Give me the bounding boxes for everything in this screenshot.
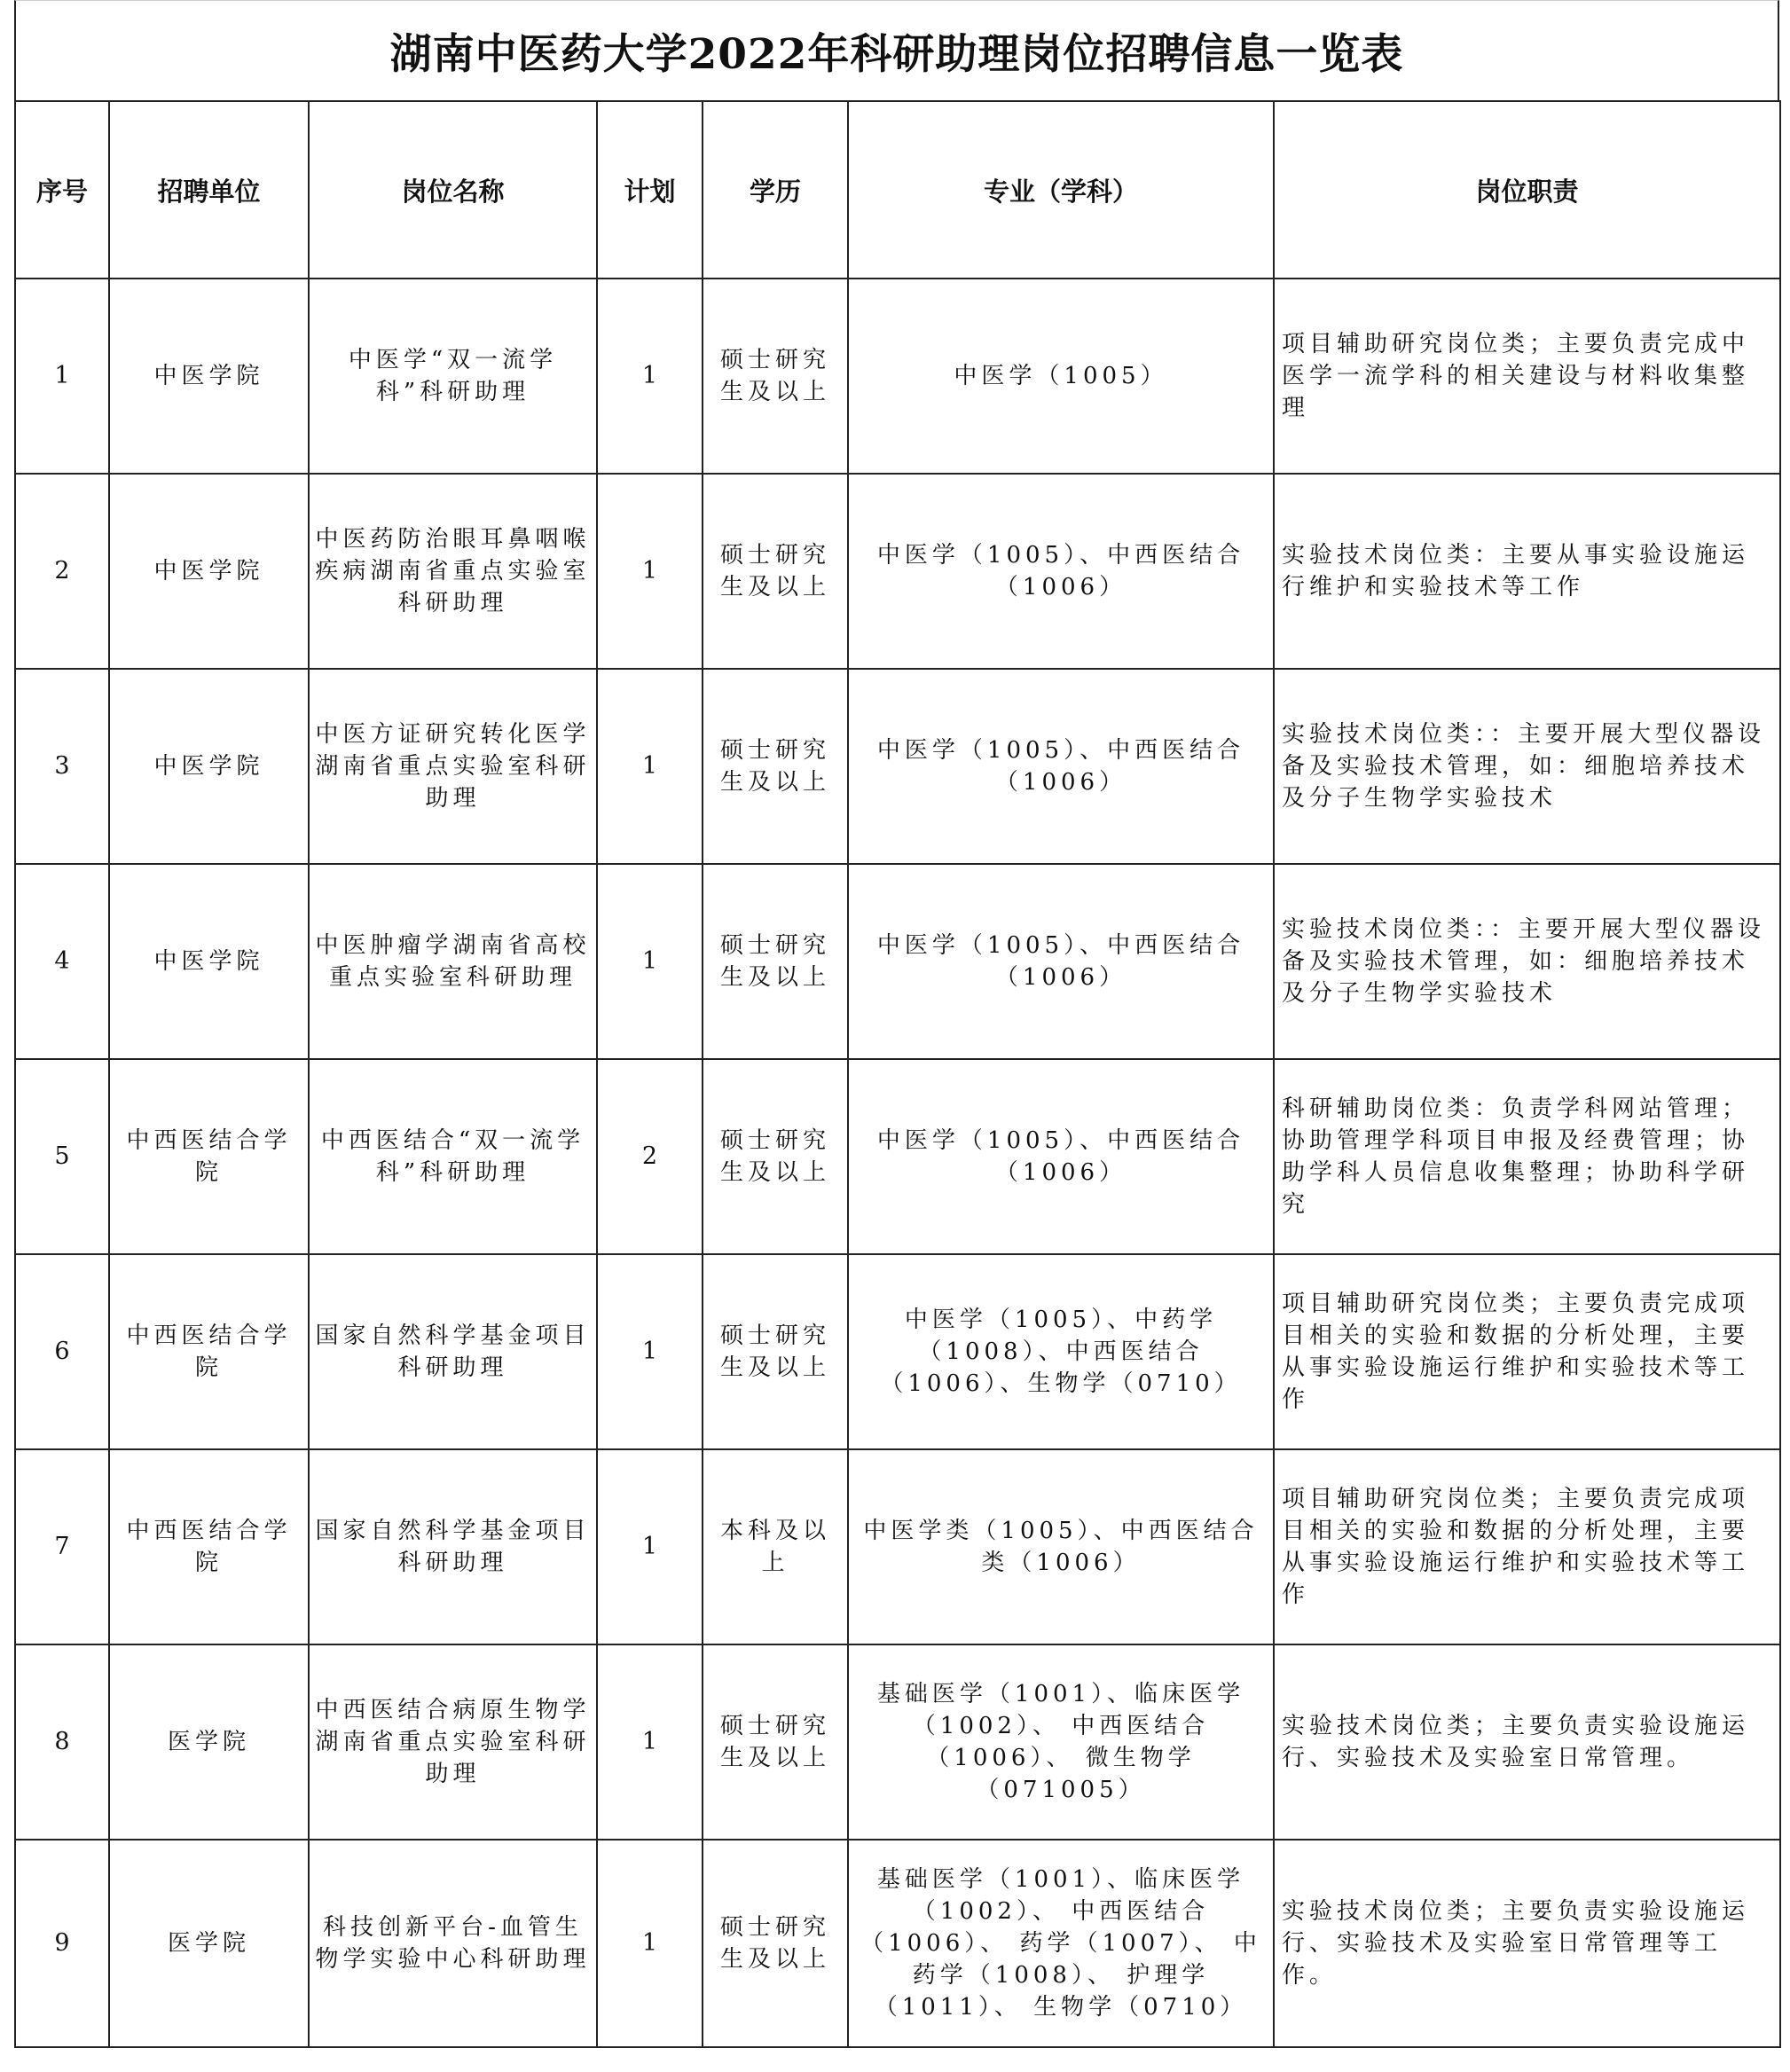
cell-edu: 硕士研究生及以上 (703, 474, 848, 669)
cell-post: 国家自然科学基金项目科研助理 (309, 1254, 597, 1449)
cell-no: 5 (15, 1059, 109, 1254)
cell-duty: 项目辅助研究岗位类；主要负责完成项目相关的实验和数据的分析处理，主要从事实验设施运行维护和实验技术等工作 (1274, 1254, 1780, 1449)
cell-post: 国家自然科学基金项目科研助理 (309, 1449, 597, 1644)
cell-plan: 1 (597, 1254, 703, 1449)
cell-unit: 中医学院 (109, 474, 309, 669)
cell-edu: 硕士研究生及以上 (703, 1059, 848, 1254)
cell-unit: 中医学院 (109, 864, 309, 1059)
table-row (15, 864, 1780, 1059)
cell-post: 科技创新平台-血管生物学实验中心科研助理 (309, 1840, 597, 2047)
cell-no: 2 (15, 474, 109, 669)
header-unit: 招聘单位 (109, 101, 309, 279)
cell-duty: 实验技术岗位类；主要负责实验设施运行、实验技术及实验室日常管理。 (1274, 1644, 1780, 1840)
table-row (15, 474, 1780, 669)
cell-edu: 硕士研究生及以上 (703, 1840, 848, 2047)
table-row (15, 1840, 1780, 2047)
cell-post: 中医学“双一流学科”科研助理 (309, 279, 597, 474)
cell-major: 中医学（1005）、中西医结合（1006） (848, 669, 1274, 864)
table-row (15, 279, 1780, 474)
cell-no: 1 (15, 279, 109, 474)
cell-no: 4 (15, 864, 109, 1059)
table-row (15, 669, 1780, 864)
cell-plan: 1 (597, 1840, 703, 2047)
header-no: 序号 (15, 101, 109, 279)
cell-duty: 项目辅助研究岗位类；主要负责完成项目相关的实验和数据的分析处理，主要从事实验设施运行维护和实验技术等工作 (1274, 1449, 1780, 1644)
cell-no: 9 (15, 1840, 109, 2047)
cell-unit: 中西医结合学院 (109, 1449, 309, 1644)
cell-plan: 1 (597, 279, 703, 474)
cell-unit: 医学院 (109, 1840, 309, 2047)
table-row (15, 1644, 1780, 1840)
cell-duty: 实验技术岗位类：：主要开展大型仪器设备及实验技术管理，如：细胞培养技术及分子生物学实验技术 (1274, 864, 1780, 1059)
cell-unit: 中西医结合学院 (109, 1059, 309, 1254)
cell-plan: 2 (597, 1059, 703, 1254)
cell-post: 中医药防治眼耳鼻咽喉疾病湖南省重点实验室科研助理 (309, 474, 597, 669)
cell-major: 中医学类（1005）、中西医结合类（1006） (848, 1449, 1274, 1644)
cell-edu: 硕士研究生及以上 (703, 864, 848, 1059)
header-post: 岗位名称 (309, 101, 597, 279)
cell-post: 中医肿瘤学湖南省高校重点实验室科研助理 (309, 864, 597, 1059)
cell-unit: 中西医结合学院 (109, 1254, 309, 1449)
cell-no: 8 (15, 1644, 109, 1840)
header-plan: 计划 (597, 101, 703, 279)
recruitment-table (14, 100, 1781, 2048)
header-major: 专业（学科） (848, 101, 1274, 279)
cell-major: 基础医学（1001）、临床医学（1002）、 中西医结合（1006）、 微生物学（071005） (848, 1644, 1274, 1840)
cell-edu: 硕士研究生及以上 (703, 669, 848, 864)
cell-no: 3 (15, 669, 109, 864)
cell-no: 6 (15, 1254, 109, 1449)
cell-duty: 实验技术岗位类：主要从事实验设施运行维护和实验技术等工作 (1274, 474, 1780, 669)
cell-plan: 1 (597, 474, 703, 669)
cell-post: 中医方证研究转化医学湖南省重点实验室科研助理 (309, 669, 597, 864)
cell-post: 中西医结合“双一流学科”科研助理 (309, 1059, 597, 1254)
table-row (15, 1059, 1780, 1254)
cell-major: 中医学（1005）、中西医结合（1006） (848, 1059, 1274, 1254)
cell-plan: 1 (597, 1449, 703, 1644)
header-duty: 岗位职责 (1274, 101, 1780, 279)
cell-duty: 实验技术岗位类；主要负责实验设施运行、实验技术及实验室日常管理等工作。 (1274, 1840, 1780, 2047)
cell-duty: 实验技术岗位类：：主要开展大型仪器设备及实验技术管理，如：细胞培养技术及分子生物学实验技术 (1274, 669, 1780, 864)
cell-major: 中医学（1005）、中西医结合（1006） (848, 474, 1274, 669)
cell-no: 7 (15, 1449, 109, 1644)
cell-edu: 本科及以上 (703, 1449, 848, 1644)
cell-major: 中医学（1005） (848, 279, 1274, 474)
cell-plan: 1 (597, 669, 703, 864)
table-row (15, 1254, 1780, 1449)
cell-plan: 1 (597, 1644, 703, 1840)
cell-major: 中医学（1005）、中西医结合（1006） (848, 864, 1274, 1059)
header-row (15, 101, 1780, 279)
recruitment-sheet (14, 0, 1779, 2048)
title-row (14, 0, 1779, 100)
cell-post: 中西医结合病原生物学湖南省重点实验室科研助理 (309, 1644, 597, 1840)
cell-unit: 中医学院 (109, 669, 309, 864)
table-row (15, 1449, 1780, 1644)
cell-duty: 科研辅助岗位类：负责学科网站管理；协助管理学科项目申报及经费管理；协助学科人员信息收集整理；协助科学研究 (1274, 1059, 1780, 1254)
cell-plan: 1 (597, 864, 703, 1059)
cell-duty: 项目辅助研究岗位类；主要负责完成中医学一流学科的相关建设与材料收集整理 (1274, 279, 1780, 474)
page-title: 湖南中医药大学2022年科研助理岗位招聘信息一览表 (389, 29, 1404, 79)
cell-edu: 硕士研究生及以上 (703, 279, 848, 474)
cell-major: 中医学（1005）、中药学（1008）、中西医结合（1006）、生物学（0710） (848, 1254, 1274, 1449)
cell-edu: 硕士研究生及以上 (703, 1254, 848, 1449)
cell-edu: 硕士研究生及以上 (703, 1644, 848, 1840)
cell-major: 基础医学（1001）、临床医学（1002）、 中西医结合（1006）、 药学（1007）、 中药学（1008）、 护理学（1011）、 生物学（0710） (848, 1840, 1274, 2047)
cell-unit: 中医学院 (109, 279, 309, 474)
cell-unit: 医学院 (109, 1644, 309, 1840)
header-edu: 学历 (703, 101, 848, 279)
